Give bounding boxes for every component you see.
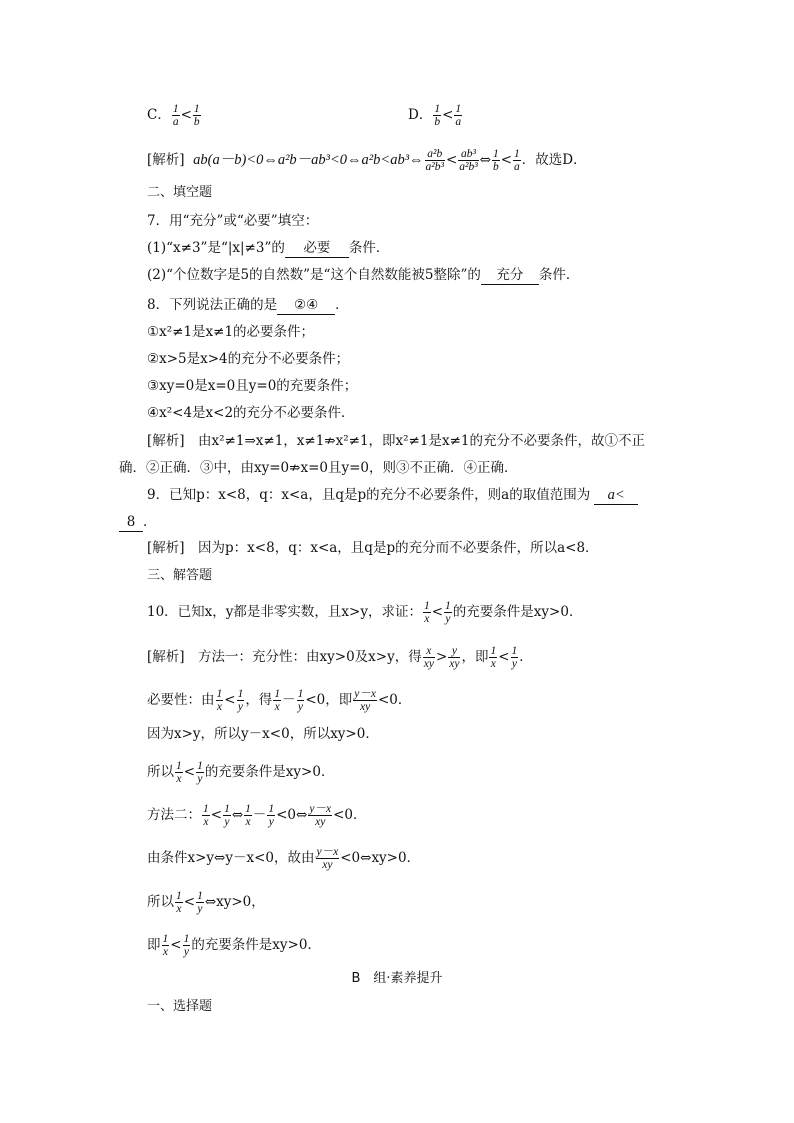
numerator: 1 bbox=[445, 600, 451, 612]
fraction bbox=[223, 803, 231, 828]
numerator: y bbox=[448, 645, 460, 658]
question-text: 条件． bbox=[348, 240, 390, 256]
numerator: 1 bbox=[492, 148, 499, 160]
fraction bbox=[433, 103, 441, 128]
numerator: 1 bbox=[423, 600, 430, 612]
fraction bbox=[511, 645, 519, 670]
numerator: 1 bbox=[268, 803, 275, 815]
numerator: 1 bbox=[176, 760, 182, 772]
denominator: x bbox=[176, 903, 182, 915]
q10-conclusion3: 即 $\frac{1}{x}$ < $\frac{1}{y}$ 的充要条件是xy>0． bbox=[147, 933, 321, 958]
denominator: xy bbox=[423, 658, 434, 670]
analysis-text: 所以 bbox=[147, 764, 174, 780]
fraction bbox=[489, 645, 497, 670]
question-text: (1)“x≠3”是“|x|≠3”的 bbox=[147, 240, 285, 256]
q10-condition bbox=[147, 846, 420, 871]
analysis-text: <0⇔xy>0． bbox=[340, 850, 421, 866]
analysis-ending: ．故选D． bbox=[521, 152, 587, 168]
fraction bbox=[202, 803, 210, 828]
q9-analysis: [解析] 因为p：x<8，q：x<a，且q是p的充分而不必要条件，所以a<8． bbox=[147, 540, 599, 556]
numerator: ab³ bbox=[458, 148, 478, 161]
q10-stem: 10．已知x，y都是非零实数，且x>y，求证： $\frac{1}{x}$ < $\frac{1}{y}$ 的充要条件是xy>0． bbox=[147, 600, 583, 625]
denominator: b bbox=[434, 116, 441, 128]
numerator: x bbox=[423, 645, 435, 658]
numerator: 1 bbox=[176, 890, 182, 902]
denominator: x bbox=[490, 658, 496, 670]
q7-part1 bbox=[147, 238, 389, 258]
fraction bbox=[196, 760, 204, 785]
analysis-text: 方法二： bbox=[147, 807, 201, 823]
fraction bbox=[175, 890, 183, 915]
numerator: 1 bbox=[193, 103, 200, 115]
question-text: (2)“个位数字是5的自然数”是“这个自然数能被5整除”的 bbox=[147, 267, 481, 283]
denominator: y bbox=[197, 773, 203, 785]
fraction bbox=[172, 103, 180, 128]
answer-blank: a< bbox=[594, 487, 638, 505]
numerator: 1 bbox=[172, 103, 179, 115]
fraction bbox=[423, 645, 435, 670]
q8-item: ②x>5是x>4的充分不必要条件； bbox=[147, 351, 350, 367]
denominator: a²b³ bbox=[459, 161, 478, 173]
fraction bbox=[273, 688, 281, 713]
question-text: 的充要条件是xy>0． bbox=[452, 604, 583, 620]
fraction bbox=[458, 148, 478, 173]
analysis-text: <0⇔ bbox=[276, 807, 308, 823]
fraction bbox=[216, 688, 224, 713]
answer-blank: 8 bbox=[119, 514, 143, 532]
denominator: a bbox=[172, 116, 179, 128]
denominator: y bbox=[297, 701, 303, 713]
analysis-text: 的充要条件是xy>0． bbox=[204, 764, 335, 780]
denominator: a bbox=[514, 161, 520, 173]
section-choice-heading: 一、选择题 bbox=[147, 999, 213, 1014]
analysis-text: <0，即 bbox=[305, 692, 353, 708]
denominator: a bbox=[455, 116, 462, 128]
fraction bbox=[237, 688, 245, 713]
denominator: y bbox=[511, 658, 517, 670]
answer-blank: 必要 bbox=[285, 240, 349, 258]
numerator: 1 bbox=[216, 688, 223, 700]
numerator: 1 bbox=[455, 103, 462, 115]
numerator: 1 bbox=[514, 148, 520, 160]
numerator: 1 bbox=[203, 803, 209, 815]
denominator: y bbox=[183, 946, 189, 958]
denominator: x bbox=[245, 816, 251, 828]
denominator: xy bbox=[449, 658, 460, 670]
fraction bbox=[162, 933, 170, 958]
denominator: y bbox=[445, 613, 451, 625]
denominator: x bbox=[424, 613, 430, 625]
denominator: xy bbox=[322, 859, 333, 871]
denominator: y bbox=[268, 816, 274, 828]
relation: < bbox=[442, 107, 454, 123]
denominator: y bbox=[237, 701, 243, 713]
question-text: ． bbox=[143, 514, 157, 530]
q10-conclusion1: 所以 $\frac{1}{x}$ < $\frac{1}{y}$ 的充要条件是xy>0． bbox=[147, 760, 335, 785]
numerator: 1 bbox=[511, 645, 518, 657]
fraction bbox=[353, 688, 377, 713]
q10-method2: 方法二： $\frac{1}{x}$ < $\frac{1}{y}$ ⇔ $\frac{1}{x}$ － $\frac{1}{y}$ <0⇔ $\frac{y-x}{xy}$ <0． bbox=[147, 803, 367, 828]
q10-conclusion2: 所以 $\frac{1}{x}$ < $\frac{1}{y}$ ⇔xy>0， bbox=[147, 890, 265, 915]
q9-stem-continued bbox=[119, 512, 157, 532]
numerator: 1 bbox=[197, 760, 203, 772]
fraction bbox=[308, 803, 332, 828]
answer-blank: ②④ bbox=[277, 297, 335, 315]
option-d bbox=[408, 103, 463, 128]
question-text: 条件． bbox=[538, 267, 580, 283]
q9-stem bbox=[147, 485, 638, 505]
q8-item: ①x²≠1是x≠1的必要条件； bbox=[147, 324, 315, 340]
analysis-text: <0． bbox=[333, 807, 367, 823]
q8-item: ④x²<4是x<2的充分不必要条件． bbox=[147, 405, 355, 421]
question-text: 10．已知x，y都是非零实数，且x>y，求证： bbox=[147, 604, 422, 620]
option-label: D． bbox=[408, 107, 433, 123]
fraction bbox=[454, 103, 462, 128]
fraction bbox=[423, 600, 431, 625]
analysis-text: <0． bbox=[377, 692, 412, 708]
denominator: xy bbox=[315, 816, 326, 828]
q10-necessity: 必要性：由 $\frac{1}{x}$ < $\frac{1}{y}$ ，得 $\frac{1}{x}$ － $\frac{1}{y}$ <0，即 $\frac{y-x}{xy}$ <0． bbox=[147, 688, 412, 713]
denominator: a²b³ bbox=[425, 161, 444, 173]
analysis-text: 必要性：由 bbox=[147, 692, 215, 708]
denominator: xy bbox=[359, 701, 371, 713]
fraction bbox=[425, 148, 445, 173]
relation: < bbox=[180, 107, 192, 123]
analysis-text: ，即 bbox=[461, 649, 489, 665]
option-label: C． bbox=[147, 107, 171, 123]
q8-item: ③xy=0是x=0且y=0的充要条件； bbox=[147, 378, 358, 394]
question-text: ． bbox=[335, 297, 349, 313]
q10-method1: [解析] 方法一：充分性：由xy>0及x>y，得 $\frac{x}{xy}$ > $\frac{y}{xy}$ ，即 $\frac{1}{x}$ < $\frac{1}{y}$ ． bbox=[147, 645, 533, 670]
fraction bbox=[448, 645, 460, 670]
fraction bbox=[316, 846, 340, 871]
numerator: 1 bbox=[490, 645, 497, 657]
numerator: y－x bbox=[354, 688, 376, 700]
numerator: 1 bbox=[197, 890, 203, 902]
q8-analysis-line: [解析] 由x²≠1⇒x≠1，x≠1⇏x²≠1，即x²≠1是x≠1的充分不必要条件，故①不正 bbox=[147, 433, 645, 449]
analysis-text: 的充要条件是xy>0． bbox=[191, 937, 321, 953]
numerator: 1 bbox=[183, 933, 190, 945]
analysis-tag: [解析] bbox=[147, 152, 185, 168]
denominator: x bbox=[162, 946, 168, 958]
denominator: b bbox=[492, 161, 499, 173]
question-text: 9．已知p：x<8，q：x<a，且q是p的充分不必要条件，则a的取值范围为 bbox=[147, 487, 591, 503]
analysis-text: ⇔xy>0， bbox=[204, 894, 265, 910]
question-text: 8．下列说法正确的是 bbox=[147, 297, 278, 313]
fraction bbox=[175, 760, 183, 785]
group-b-heading: B 组·素养提升 bbox=[351, 971, 443, 986]
fraction bbox=[183, 933, 191, 958]
analysis-text: [解析] 方法一：充分性：由xy>0及x>y，得 bbox=[147, 649, 422, 665]
denominator: x bbox=[216, 701, 222, 713]
denominator: b bbox=[193, 116, 200, 128]
numerator: 1 bbox=[162, 933, 169, 945]
section-solve-heading: 三、解答题 bbox=[147, 568, 213, 583]
fraction bbox=[193, 103, 201, 128]
analysis-text: 所以 bbox=[147, 894, 174, 910]
analysis-text: ab(a－b)<0⇔a²b－ab³<0⇔a²b<ab³⇔ bbox=[193, 152, 424, 168]
q7-part2 bbox=[147, 265, 579, 285]
q8-stem bbox=[147, 295, 349, 315]
answer-blank: 充分 bbox=[481, 267, 539, 285]
fraction bbox=[444, 600, 452, 625]
numerator: 1 bbox=[245, 803, 251, 815]
q7-stem: 7．用“充分”或“必要”填空： bbox=[147, 213, 319, 229]
numerator: a²b bbox=[425, 148, 445, 161]
section-fill-heading: 二、填空题 bbox=[147, 185, 213, 200]
numerator: 1 bbox=[274, 688, 281, 700]
fraction bbox=[492, 148, 500, 173]
numerator: 1 bbox=[297, 688, 304, 700]
numerator: 1 bbox=[434, 103, 441, 115]
q6-analysis: [解析] ab(a－b)<0⇔a²b－ab³<0⇔a²b<ab³⇔ $\frac{\text{a²b}}{\text{a²b³}}$ < $\frac{\text{ab³}}{\text{a²b³}}$ ⇔ $\frac{1}{b}$ < $\frac{1}{a}$ ．故选D． bbox=[147, 148, 587, 173]
denominator: x bbox=[176, 773, 182, 785]
numerator: 1 bbox=[237, 688, 244, 700]
option-c bbox=[147, 103, 202, 128]
numerator: 1 bbox=[224, 803, 230, 815]
q8-analysis-line: 确．②正确．③中，由xy=0⇏x=0且y=0，则③不正确．④正确． bbox=[119, 460, 518, 476]
denominator: x bbox=[274, 701, 280, 713]
numerator: y－x bbox=[316, 846, 339, 858]
analysis-text: 由条件x>y⇔y－x<0，故由 bbox=[147, 850, 315, 866]
q10-because: 因为x>y，所以y－x<0，所以xy>0． bbox=[147, 726, 379, 742]
denominator: y bbox=[224, 816, 230, 828]
numerator: y－x bbox=[309, 803, 332, 815]
analysis-text: ，得 bbox=[245, 692, 273, 708]
fraction bbox=[267, 803, 275, 828]
fraction bbox=[244, 803, 252, 828]
denominator: y bbox=[197, 903, 203, 915]
fraction bbox=[513, 148, 521, 173]
analysis-text: 即 bbox=[147, 937, 161, 953]
fraction bbox=[196, 890, 204, 915]
fraction bbox=[297, 688, 305, 713]
denominator: x bbox=[203, 816, 209, 828]
